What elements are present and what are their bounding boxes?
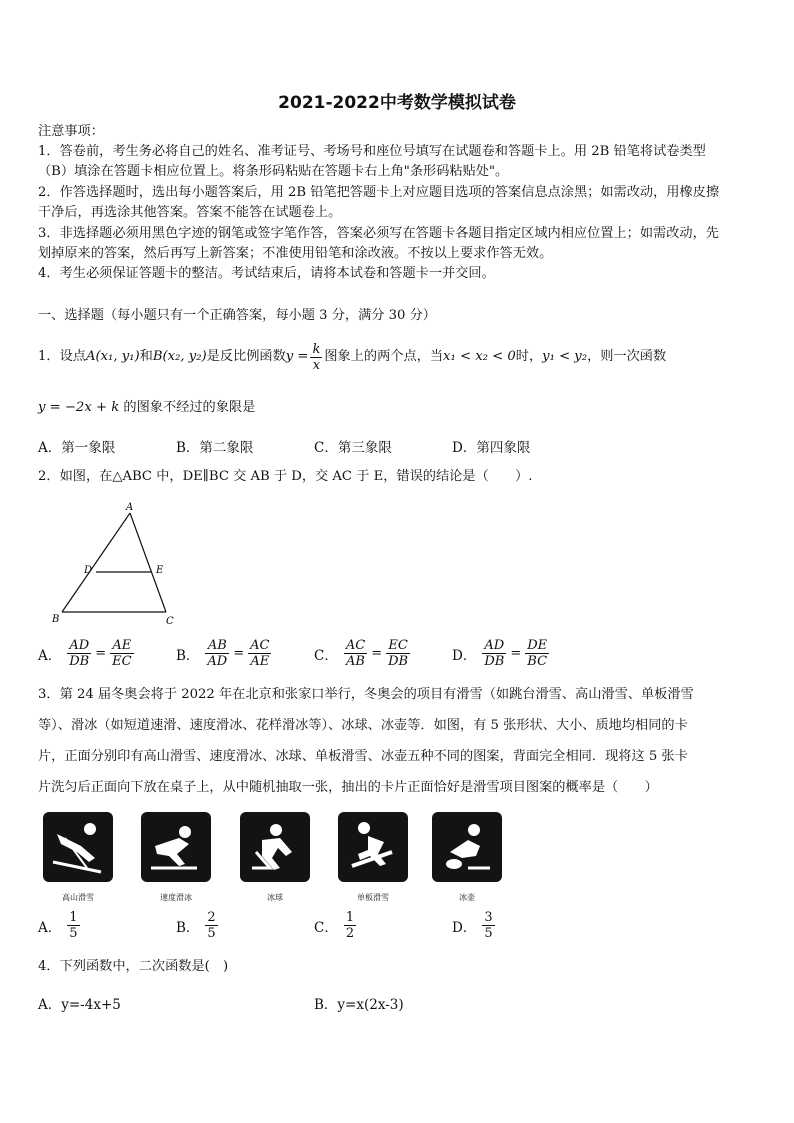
- q1-text: 图象上的两个点，当: [324, 349, 444, 364]
- question-3-stem: 片，正面分别印有高山滑雪、速度滑冰、冰球、单板滑雪、冰壶五种不同的图案，背面完全相同．现将这 5 张卡: [38, 749, 688, 764]
- option-label: B．: [176, 919, 200, 936]
- fraction-denominator: x: [312, 357, 321, 373]
- page-title: 2021-2022中考数学模拟试卷: [278, 93, 516, 113]
- option-label: C．: [314, 647, 338, 664]
- notes-line: 3．非选择题必须用黑色字迹的钢笔或签字笔作答，答案必须写在答题卡各题目指定区域内相应位置上；如需改动，先: [38, 226, 719, 241]
- fraction-denominator: 5: [207, 926, 216, 941]
- question-3-stem: 片洗匀后正面向下放在桌子上，从中随机抽取一张，抽出的卡片正面恰好是滑雪项目图案的概率是（ ）: [38, 780, 658, 795]
- q1-text: 是反比例函数: [206, 349, 286, 364]
- q4-option-a[interactable]: A．y=-4x+5: [38, 997, 121, 1013]
- q2-option-b[interactable]: [176, 638, 273, 669]
- notes-line: 2．作答选择题时，选出每小题答案后，用 2B 铅笔把答题卡上对应题目选项的答案信息点涂黑；如需改动，用橡皮擦: [38, 185, 720, 200]
- notes-line: 4．考生必须保证答题卡的整洁。考试结束后，请将本试卷和答题卡一并交回。: [38, 266, 495, 281]
- card-caption: 速度滑冰: [160, 893, 192, 902]
- q2-option-c[interactable]: [314, 638, 412, 669]
- fraction-numerator: k: [312, 341, 321, 357]
- q3-option-a[interactable]: [38, 910, 82, 941]
- fraction-numerator: AC: [250, 638, 270, 653]
- fraction-denominator: DB: [484, 654, 505, 669]
- q1-point-b: B(x₂, y₂): [152, 349, 207, 364]
- vertex-b-label: B: [52, 614, 60, 625]
- equals-sign: =: [233, 646, 245, 661]
- q1-func-fraction: [310, 342, 322, 373]
- q3-option-b[interactable]: [176, 910, 220, 941]
- q1-option-b[interactable]: B．第二象限: [176, 440, 254, 456]
- q1-option-d[interactable]: D．第四象限: [452, 440, 531, 456]
- fraction-denominator: 5: [484, 926, 493, 941]
- fraction-denominator: AD: [207, 654, 228, 669]
- q1-option-a[interactable]: A．第一象限: [38, 440, 116, 456]
- q1-func-lhs: y =: [285, 349, 309, 364]
- option-label: D．: [452, 647, 477, 664]
- q2-option-a[interactable]: [38, 638, 136, 669]
- fraction-numerator: AC: [345, 638, 366, 653]
- q1-linear-function: y = −2x + k: [38, 400, 120, 415]
- card-caption: 高山滑雪: [62, 893, 94, 902]
- question-1-line2: [38, 398, 760, 418]
- alpine-skiing-icon: [43, 812, 113, 882]
- q3-option-c[interactable]: [314, 910, 358, 941]
- fraction-denominator: 2: [345, 926, 355, 941]
- option-label: B．: [176, 647, 200, 664]
- option-label: A．: [38, 647, 62, 664]
- card-caption: 单板滑雪: [357, 893, 389, 902]
- curling-icon: [432, 812, 502, 882]
- fraction-numerator: 1: [345, 910, 355, 925]
- speed-skating-card: [141, 812, 211, 882]
- notes-heading: 注意事项：: [38, 124, 104, 139]
- fraction-numerator: DE: [527, 638, 548, 653]
- q1-point-a: A(x₁, y₁): [85, 349, 140, 364]
- side-ac: [130, 513, 166, 612]
- notes-line: （B）填涂在答题卡相应位置上。将条形码粘贴在答题卡右上角"条形码粘贴处"。: [38, 164, 509, 179]
- q1-condition-y: y₁ < y₂: [542, 349, 588, 364]
- fraction-denominator: AB: [346, 654, 365, 669]
- fraction-denominator: DB: [69, 654, 90, 669]
- q4-option-b[interactable]: B．y=x(2x-3): [314, 997, 404, 1013]
- curling-card: [432, 812, 502, 882]
- side-ab: [62, 513, 130, 612]
- q2-option-d[interactable]: [452, 638, 551, 669]
- snowboard-icon: [338, 812, 408, 882]
- notes-line: 1．答卷前，考生务必将自己的姓名、准考证号、考场号和座位号填写在试题卷和答题卡上。用 2B 铅笔将试卷类型: [38, 144, 706, 159]
- fraction-denominator: EC: [112, 654, 132, 669]
- fraction-numerator: 3: [484, 910, 493, 925]
- ice-hockey-icon: [240, 812, 310, 882]
- fraction-denominator: AE: [250, 654, 270, 669]
- fraction-numerator: AD: [484, 638, 505, 653]
- q1-option-c[interactable]: C．第三象限: [314, 440, 392, 456]
- equals-sign: =: [371, 646, 383, 661]
- question-4-stem: 4．下列函数中，二次函数是( ): [38, 959, 229, 974]
- question-2-stem: 2．如图，在△ABC 中，DE∥BC 交 AB 于 D，交 AC 于 E，错误的结论是（ ）.: [38, 469, 533, 484]
- q1-text: 和: [139, 349, 153, 364]
- vertex-d-label: D: [84, 565, 93, 576]
- fraction-denominator: BC: [527, 654, 548, 669]
- notes-line: 划掉原来的答案，然后再写上新答案；不准使用铅笔和涂改液。不按以上要求作答无效。: [38, 246, 553, 261]
- equals-sign: =: [510, 646, 522, 661]
- q1-text: 时，: [515, 349, 543, 364]
- speed-skating-icon: [141, 812, 211, 882]
- snowboard-card: [338, 812, 408, 882]
- q1-text: 1．设点: [38, 349, 86, 364]
- fraction-numerator: AB: [207, 638, 227, 653]
- q1-text: ，则一次函数: [587, 349, 667, 364]
- question-1-stem: [38, 340, 760, 374]
- ice-hockey-card: [240, 812, 310, 882]
- question-3-stem: 3．第 24 届冬奥会将于 2022 年在北京和张家口举行，冬奥会的项目有滑雪（如跳台滑雪、高山滑雪、单板滑雪: [38, 687, 694, 702]
- fraction-denominator: DB: [388, 654, 409, 669]
- question-3-stem: 等）、滑冰（如短道速滑、速度滑冰、花样滑冰等）、冰球、冰壶等．如图，有 5 张形状、大小、质地均相同的卡: [38, 718, 688, 733]
- fraction-numerator: 1: [69, 910, 78, 925]
- fraction-numerator: EC: [388, 638, 408, 653]
- option-label: A．: [38, 919, 62, 936]
- q1-condition-x: x₁ < x₂ < 0: [443, 349, 516, 364]
- fraction-numerator: AD: [69, 638, 90, 653]
- fraction-numerator: AE: [112, 638, 132, 653]
- card-caption: 冰球: [267, 893, 283, 902]
- option-label: D．: [452, 919, 477, 936]
- vertex-c-label: C: [166, 616, 174, 627]
- option-label: C．: [314, 919, 338, 936]
- fraction-denominator: 5: [69, 926, 78, 941]
- q3-option-d[interactable]: [452, 910, 497, 941]
- alpine-skiing-card: [43, 812, 113, 882]
- q1-text: 的图象不经过的象限是: [123, 400, 256, 415]
- equals-sign: =: [95, 646, 107, 661]
- section-heading: 一、选择题（每小题只有一个正确答案，每小题 3 分，满分 30 分）: [38, 308, 436, 323]
- vertex-e-label: E: [156, 565, 164, 576]
- notes-line: 干净后，再选涂其他答案。答案不能答在试题卷上。: [38, 205, 342, 220]
- vertex-a-label: A: [126, 502, 134, 513]
- triangle-figure: [48, 500, 188, 630]
- card-caption: 冰壶: [459, 893, 475, 902]
- fraction-numerator: 2: [207, 910, 216, 925]
